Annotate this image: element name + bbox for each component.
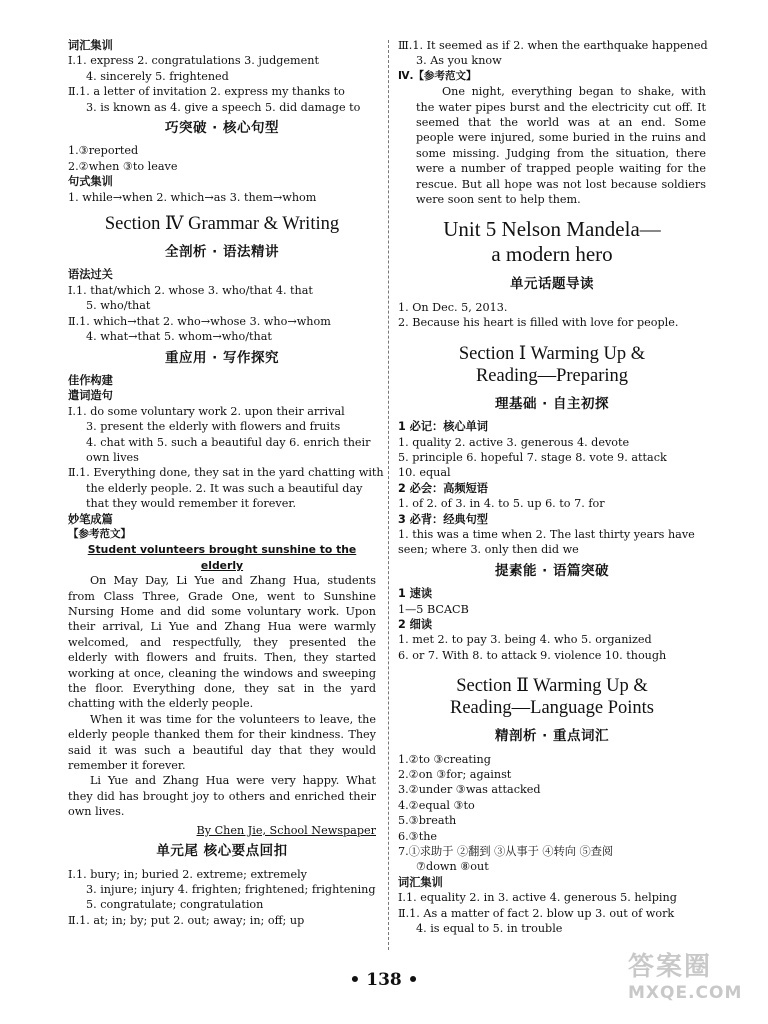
heading-reading: 提素能 · 语篇突破 (494, 562, 610, 579)
vocab-line: Ⅱ.1. a letter of invitation 2. express my thanks to (68, 85, 345, 99)
must-word-title: 1 必记：核心单词 (398, 420, 488, 434)
answer-line: 1. this was a time when 2. The last thirty years have (398, 527, 695, 541)
answer-line: Ⅱ.1. at; in; by; put 2. out; away; in; off; up (68, 913, 305, 927)
answer-line: 10. equal (398, 466, 451, 480)
answer-line: Ⅰ.1. do some voluntary work 2. upon their arrival (68, 404, 345, 418)
answer-line: 1. quality 2. active 3. generous 4. devote (398, 435, 630, 449)
wordsent-title: 遣词造句 (68, 389, 113, 403)
answer-line: 5.③breath (398, 814, 457, 828)
answer-line: 1. of 2. of 3. in 4. to 5. up 6. to 7. for (398, 497, 605, 511)
section-title: Section Ⅱ Warming Up & (456, 676, 648, 697)
vocab-title: 词汇集训 (68, 39, 113, 52)
answer-line: Ⅰ.1. that/which 2. whose 3. who/that 4. that (68, 283, 313, 297)
vocab-line: 3. is known as 4. give a speech 5. did damage to (86, 100, 361, 114)
reference-label: Ⅳ.【参考范文】 (398, 69, 477, 82)
heading-core-sentence: 巧突破 · 核心句型 (164, 120, 280, 137)
heading-writing: 重应用 · 写作探究 (164, 349, 280, 366)
essay-paragraph: Li Yue and Zhang Hua were very happy. What they did has brought joy to others and enriched their own lives. (68, 774, 376, 819)
answer-line: the elderly people. 2. It was such a beautiful day (86, 481, 363, 495)
answer-line: 3. present the elderly with flowers and fruits (86, 420, 341, 434)
pattern-title: 句式集训 (68, 175, 113, 189)
answer-line: 4.②equal ③to (398, 798, 475, 812)
answer-line: 2.②when ③to leave (68, 159, 178, 173)
answer-line: 2. Because his heart is filled with love for people. (398, 316, 679, 330)
answer-line: Ⅰ.1. bury; in; buried 2. extreme; extremely (68, 867, 308, 881)
writing-title: 佳作构建 (68, 373, 113, 387)
essay-paragraph: When it was time for the volunteers to leave, the elderly people thanked them for their kindness. They said it was such a beautiful day that they would remember it forever. (68, 712, 376, 773)
right-column (398, 38, 706, 936)
answer-line: own lives (86, 450, 139, 464)
vocab-title: 词汇集训 (398, 875, 443, 889)
answer-line: 3. As you know (416, 54, 502, 68)
page-number: • 138 • (349, 970, 419, 990)
answer-line: 6.③the (398, 829, 438, 843)
answer-line: Ⅰ.1. equality 2. in 3. active 4. generous 5. helping (398, 891, 677, 905)
heading-grammar: 全剖析 · 语法精讲 (164, 244, 280, 261)
answer-line: 4. chat with 5. such a beautiful day 6. enrich their (86, 435, 371, 449)
answer-line: 3. injure; injury 4. frighten; frightened; frightening (86, 882, 376, 896)
answer-line: seen; where 3. only then did we (398, 543, 579, 557)
answer-line: Ⅱ.1. As a matter of fact 2. blow up 3. out of work (398, 906, 675, 920)
answer-line: that they would remember it forever. (86, 497, 297, 511)
answer-line: 1.②to ③creating (398, 752, 491, 766)
watermark-text: 答案圈 (628, 952, 713, 982)
essay-paragraph: On May Day, Li Yue and Zhang Hua, students from Class Three, Grade One, went to Sunshine Nursing Home and did some voluntary work. Upon their arrival, Li Yue and Zhang Hua were warmly welcomed, and respectfully, they presented the elderly with flowers and fruits. Then, they started working at once, cleaning the windows and sweeping the floor. Everything done, they sat in the yard chatting with the elderly people. (68, 574, 376, 711)
section-subtitle: Reading—Preparing (475, 365, 629, 386)
section-title: Section Ⅰ Warming Up & (458, 343, 646, 364)
answer-line: 4. is equal to 5. in trouble (416, 922, 563, 936)
answer-line: Ⅲ.1. It seemed as if 2. when the earthquake happened (398, 39, 708, 52)
watermark-url: MXQE.COM (628, 983, 743, 1003)
heading-topic: 单元话题导读 (510, 276, 594, 293)
answer-line: 5. congratulate; congratulation (86, 898, 264, 912)
answer-line: ⑦down ⑧out (416, 860, 489, 874)
answer-line: 6. or 7. With 8. to attack 9. violence 10. though (398, 648, 667, 662)
answer-line: 1. met 2. to pay 3. being 4. who 5. organized (398, 633, 652, 647)
heading-key-vocab: 精剖析 · 重点词汇 (494, 728, 610, 745)
answer-line: 5. principle 6. hopeful 7. stage 8. vote 9. attack (398, 450, 667, 464)
left-column (68, 38, 384, 928)
answer-line: 2.②on ③for; against (398, 768, 512, 781)
must-sent-title: 3 必背：经典句型 (398, 512, 488, 526)
answer-line: 1. On Dec. 5, 2013. (398, 300, 508, 314)
miaobi-title: 妙笔成篇 (68, 512, 113, 526)
answer-line: Ⅱ.1. Everything done, they sat in the yard chatting with (68, 466, 384, 480)
unit-title: Unit 5 Nelson Mandela— (443, 217, 661, 242)
grammar-title: 语法过关 (68, 268, 113, 282)
vocab-line: Ⅰ.1. express 2. congratulations 3. judgement (68, 54, 319, 68)
heading-basics: 理基础 · 自主初探 (494, 395, 610, 412)
must-phrase-title: 2 必会：高频短语 (398, 481, 488, 495)
fast-read-title: 1 速读 (398, 587, 433, 601)
unit-subtitle: a modern hero (491, 242, 613, 267)
reference-label: 【参考范文】 (68, 527, 131, 540)
answer-line: 3.②under ③was attacked (398, 783, 541, 797)
vocab-line: 4. sincerely 5. frightened (86, 69, 229, 83)
answer-line: 1. while→when 2. which→as 3. them→whom (68, 190, 317, 204)
essay-title: Student volunteers brought sunshine to the elderly (87, 543, 357, 572)
heading-unit-review: 单元尾 核心要点回扣 (156, 843, 288, 860)
essay-signature: By Chen Jie, School Newspaper (196, 823, 376, 837)
watermark-logo (628, 946, 746, 1010)
detail-read-title: 2 细读 (398, 617, 433, 631)
answer-line: 5. who/that (86, 299, 151, 313)
answer-line: 1—5 BCACB (398, 602, 469, 616)
column-divider (388, 40, 389, 950)
answer-line: 4. what→that 5. whom→who/that (86, 330, 272, 344)
section-subtitle: Reading—Language Points (450, 698, 654, 719)
essay-paragraph: One night, everything began to shake, with the water pipes burst and the electricity cut off. It seemed that the world was at an end. Some people were injured, some buried in the ruins and some missing. Judging from the situation, there were a number of trapped people waiting for the rescue. But all hope was not lost because soldiers were soon sent to help them. (416, 85, 706, 207)
answer-line: 1.③reported (68, 144, 139, 158)
answer-line: Ⅱ.1. which→that 2. who→whose 3. who→whom (68, 314, 331, 328)
answer-line: 7.①求助于 ②翻到 ③从事于 ④转向 ⑤查阅 (398, 845, 614, 859)
section-title: Section Ⅳ Grammar & Writing (104, 214, 340, 235)
